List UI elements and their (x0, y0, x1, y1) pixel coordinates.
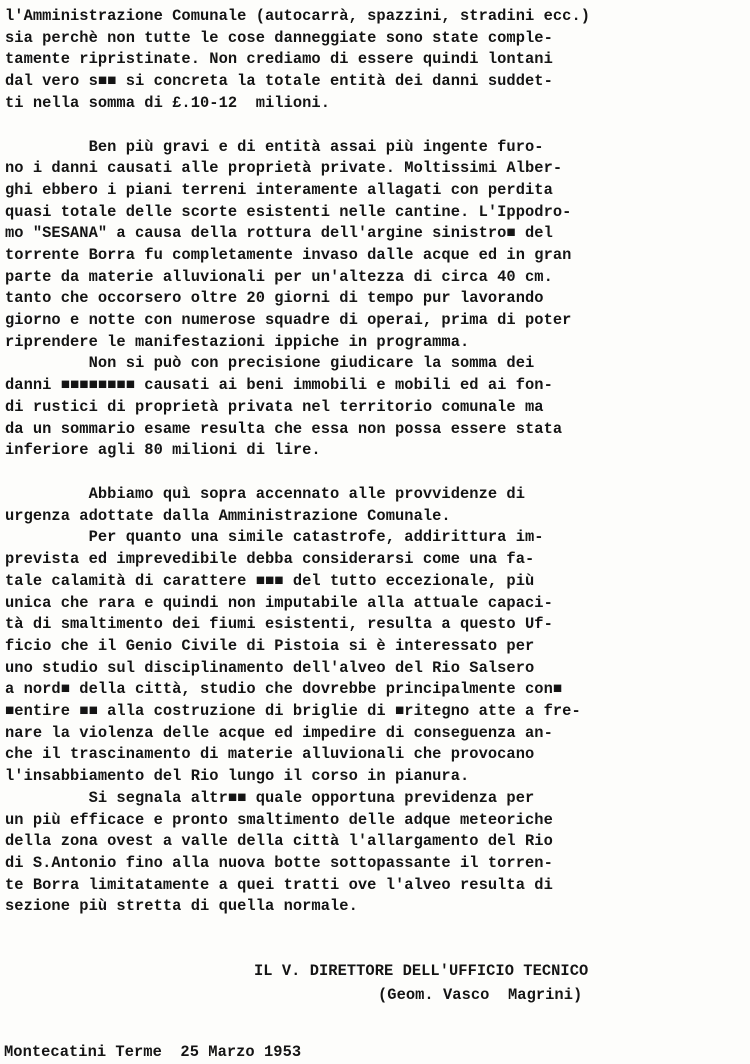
text-line: un più efficace e pronto smaltimento delle adque meteoriche (5, 811, 553, 829)
text-line: parte da materie alluvionali per un'altezza di circa 40 cm. (5, 268, 553, 286)
text-line: Ben più gravi e di entità assai più ingente furo- (5, 138, 544, 156)
text-line: inferiore agli 80 milioni di lire. (5, 441, 321, 459)
text-line: riprendere le manifestazioni ippiche in programma. (5, 333, 470, 351)
text-line: prevista ed imprevedibile debba considerarsi come una fa- (5, 550, 535, 568)
text-line: ficio che il Genio Civile di Pistoia si è interessato per (5, 637, 535, 655)
text-line: tale calamità di carattere ■■■ del tutto eccezionale, più (5, 572, 535, 590)
text-line: che il trascinamento di materie alluvionali che provocano (5, 745, 535, 763)
signature-title: IL V. DIRETTORE DELL'UFFICIO TECNICO (254, 962, 589, 980)
text-line: Non si può con precisione giudicare la somma dei (5, 354, 535, 372)
text-line: l'insabbiamento del Rio lungo il corso in pianura. (5, 767, 470, 785)
text-line: giorno e notte con numerose squadre di operai, prima di poter (5, 311, 572, 329)
text-line: danni ■■■■■■■■ causati ai beni immobili e mobili ed ai fon- (5, 376, 553, 394)
text-line: no i danni causati alle proprietà private. Moltissimi Alber- (5, 159, 563, 177)
text-line: ■entire ■■ alla costruzione di briglie di ■ritegno atte a fre- (5, 702, 581, 720)
text-line: ti nella somma di £.10-12 milioni. (5, 94, 331, 112)
text-line: urgenza adottate dalla Amministrazione Comunale. (5, 507, 451, 525)
text-line: sia perchè non tutte le cose danneggiate sono state comple- (5, 29, 553, 47)
text-line: torrente Borra fu completamente invaso dalle acque ed in gran (5, 246, 572, 264)
text-line: uno studio sul disciplinamento dell'alveo del Rio Salsero (5, 659, 535, 677)
text-line: della zona ovest a valle della città l'allargamento del Rio (5, 832, 553, 850)
text-line: nare la violenza delle acque ed impedire di conseguenza an- (5, 724, 553, 742)
text-line: di rustici di proprietà privata nel territorio comunale ma (5, 398, 544, 416)
signature-name: (Geom. Vasco Magrini) (378, 986, 583, 1004)
text-line: unica che rara e quindi non imputabile alla attuale capaci- (5, 594, 553, 612)
text-line: Per quanto una simile catastrofe, addirittura im- (5, 528, 544, 546)
text-line: da un sommario esame resulta che essa non possa essere stata (5, 420, 563, 438)
text-line: tà di smaltimento dei fiumi esistenti, resulta a questo Uf- (5, 615, 553, 633)
text-line: sezione più stretta di quella normale. (5, 897, 358, 915)
text-line: di S.Antonio fino alla nuova botte sottopassante il torren- (5, 854, 553, 872)
text-line: l'Amministrazione Comunale (autocarrà, spazzini, stradini ecc.) (5, 7, 591, 25)
text-line: Abbiamo quì sopra accennato alle provvidenze di (5, 485, 526, 503)
text-line: mo "SESANA" a causa della rottura dell'argine sinistro■ del (5, 224, 553, 242)
text-line: tanto che occorsero oltre 20 giorni di tempo pur lavorando (5, 289, 544, 307)
text-line: Si segnala altr■■ quale opportuna previdenza per (5, 789, 535, 807)
text-line: te Borra limitatamente a quei tratti ove l'alveo resulta di (5, 876, 553, 894)
text-line: dal vero s■■ si concreta la totale entità dei danni suddet- (5, 72, 553, 90)
text-line: tamente ripristinate. Non crediamo di essere quindi lontani (5, 50, 553, 68)
text-line: quasi totale delle scorte esistenti nelle cantine. L'Ippodro- (5, 203, 572, 221)
text-line: ghi ebbero i piani terreni interamente allagati con perdita (5, 181, 553, 199)
text-line: a nord■ della città, studio che dovrebbe principalmente con■ (5, 680, 563, 698)
place-date: Montecatini Terme 25 Marzo 1953 (4, 1043, 302, 1061)
